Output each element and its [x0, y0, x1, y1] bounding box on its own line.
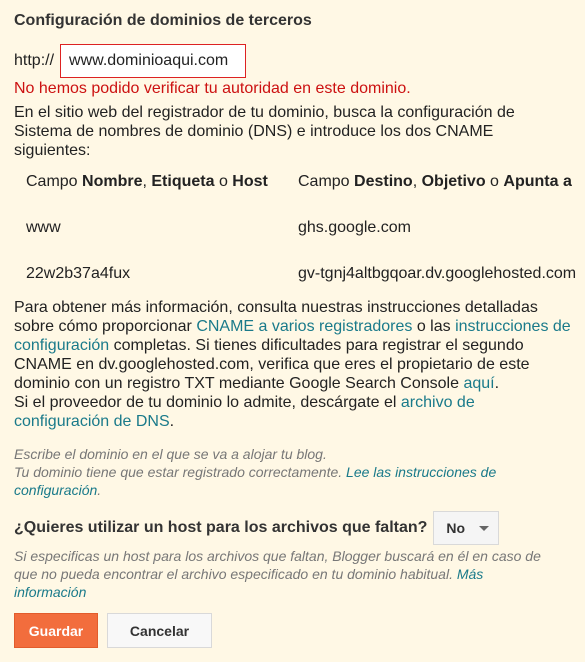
domain-input[interactable]	[60, 44, 246, 78]
chevron-down-icon	[479, 526, 489, 531]
cname-registrars-link[interactable]: CNAME a varios registradores	[196, 318, 413, 335]
setup-instructions-link[interactable]: instrucciones de configuración	[14, 318, 571, 354]
domain-hint: Escribe el dominio en el que se va a alojar tu blog. Tu dominio tiene que estar registrado correctamente. Lee las instrucciones de configuración.	[14, 446, 497, 498]
dns-config-file-link[interactable]: archivo de configuración de DNS	[14, 394, 475, 430]
cname-name-value: 22w2b37a4fux	[26, 265, 131, 282]
more-info-paragraph: Para obtener más información, consulta nuestras instrucciones detalladas sobre cómo proporcionar CNAME a varios registradores o las instrucciones de configuración completas. Si tienes dificultades para registrar el segundo CNAME en dv.googlehosted.com, verifica que eres el propietario de este dominio con un registro TXT mediante Google Search Console aquí. Si el proveedor de tu dominio lo admite, descárgate el archivo de configuración de DNS.	[14, 299, 571, 430]
dns-instructions: En el sitio web del registrador de tu dominio, busca la configuración de Sistema de nombres de dominio (DNS) e introduce los dos CNAME siguientes:	[14, 104, 515, 159]
missing-files-host-row	[14, 510, 499, 546]
http-prefix-label: http://	[14, 52, 55, 69]
select-value: No	[446, 520, 466, 536]
cname-name-value: www	[26, 219, 61, 236]
config-instructions-link[interactable]: Lee las instrucciones de configuración	[14, 464, 497, 498]
search-console-link[interactable]: aquí	[463, 375, 495, 392]
cancel-button[interactable]: Cancelar	[107, 613, 212, 648]
page-title: Configuración de dominios de terceros	[14, 12, 312, 29]
domain-row	[14, 42, 246, 80]
missing-files-host-select[interactable]	[433, 511, 499, 545]
save-button[interactable]: Guardar	[14, 613, 98, 648]
more-info-link[interactable]: Más información	[14, 566, 484, 600]
verification-error-message: No hemos podido verificar tu autoridad en este dominio.	[14, 80, 411, 97]
cname-target-value: gv-tgnj4altbgqoar.dv.googlehosted.com	[298, 265, 577, 282]
missing-files-host-label: ¿Quieres utilizar un host para los archivos que faltan?	[14, 519, 428, 536]
header-target-field: Campo Destino, Objetivo o Apunta a	[298, 173, 572, 190]
cname-target-value: ghs.google.com	[298, 219, 411, 236]
missing-files-host-help: Si especificas un host para los archivos que faltan, Blogger buscará en él en caso de que no pueda encontrar el archivo especificado en tu dominio habitual. Más información	[14, 548, 541, 600]
action-buttons	[14, 613, 212, 648]
header-name-field: Campo Nombre, Etiqueta o Host	[26, 173, 268, 190]
